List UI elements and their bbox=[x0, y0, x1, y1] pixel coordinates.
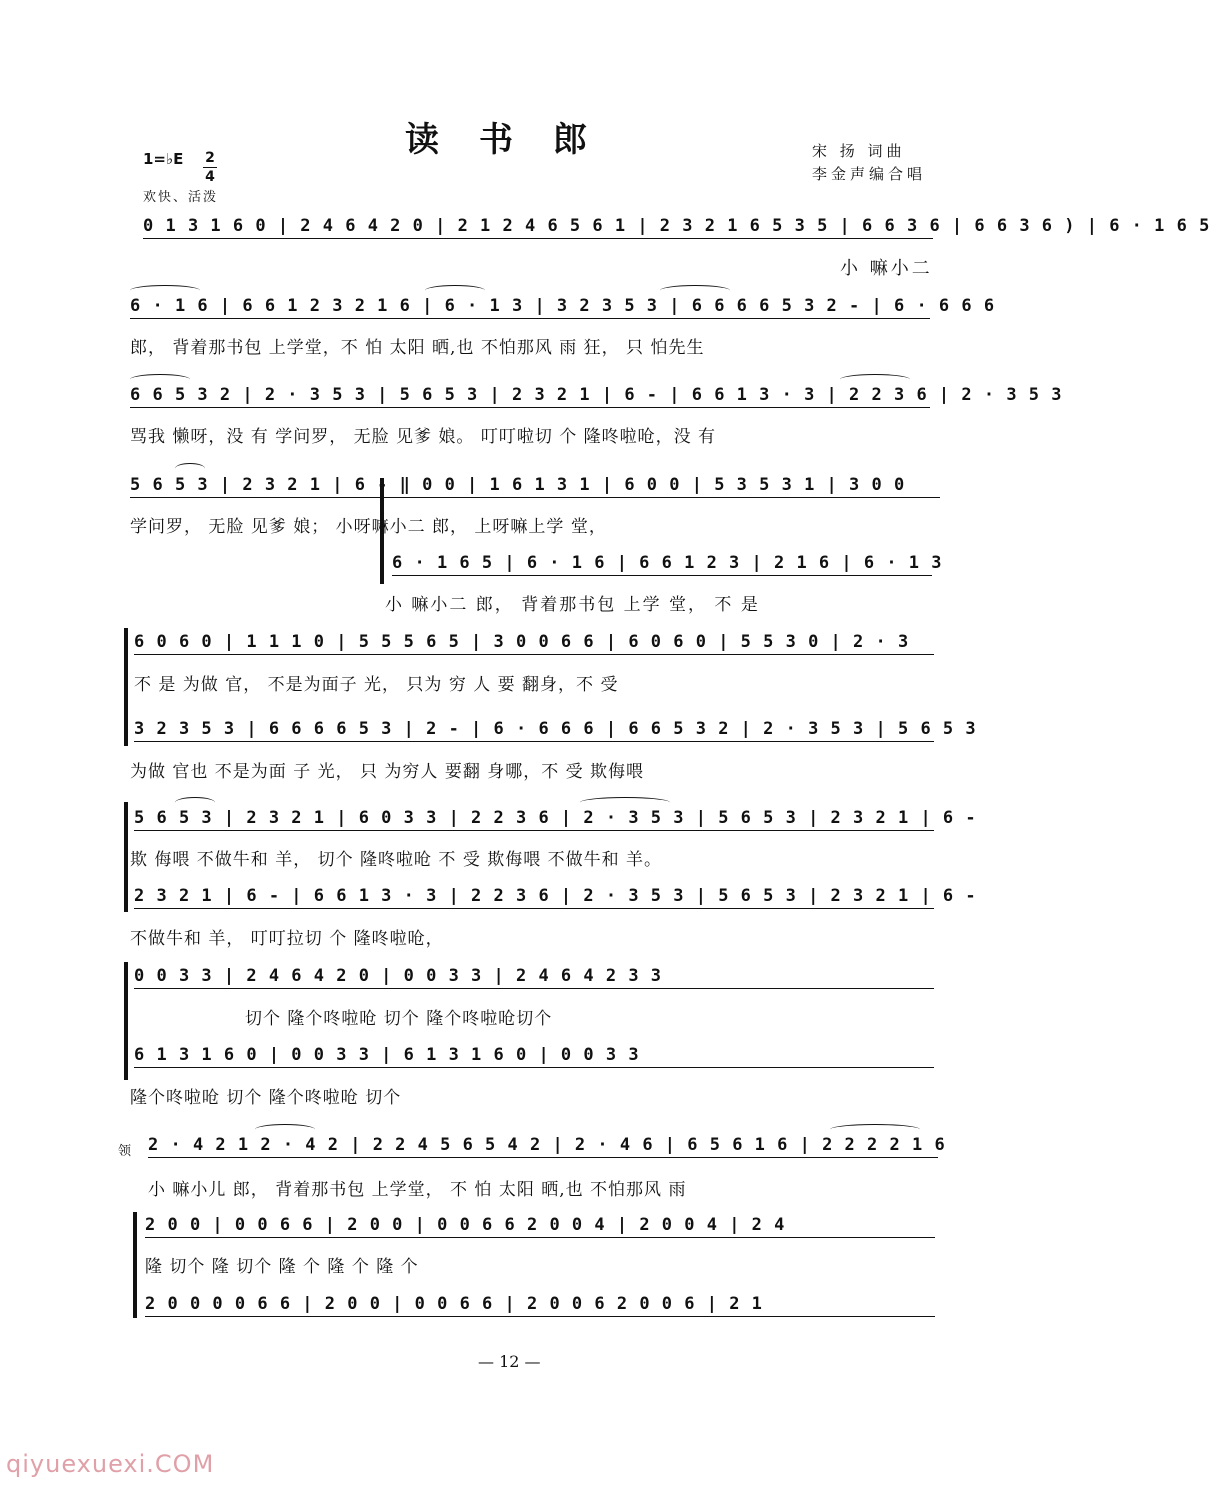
notation-line-9: 2 3 2 1 | 6 - | 6 6 1 3 · 3 | 2 2 3 6 | 2 · 3 5 3 | 5 6 5 3 | 2 3 2 1 | 6 - bbox=[134, 886, 934, 909]
notation-line-8: 5 6 5 3 | 2 3 2 1 | 6 0 3 3 | 2 2 3 6 | 2 · 3 5 3 | 5 6 5 3 | 2 3 2 1 | 6 - bbox=[134, 808, 934, 831]
notation-line-4: 5 6 5 3 | 2 3 2 1 | 6 - ‖ 0 0 | 1 6 1 3 1 | 6 0 0 | 5 3 5 3 1 | 3 0 0 bbox=[130, 475, 940, 498]
meter-divider bbox=[203, 167, 217, 168]
lyric-line-13: 隆 切个 隆 切个 隆 个 隆 个 隆 个 bbox=[145, 1257, 419, 1277]
meter-bottom: 4 bbox=[205, 169, 215, 185]
slur bbox=[580, 797, 670, 808]
page-number: — 12 — bbox=[478, 1352, 541, 1371]
notation-line-7: 3 2 3 5 3 | 6 6 6 6 5 3 | 2 - | 6 · 6 6 6 | 6 6 5 3 2 | 2 · 3 5 3 | 5 6 5 3 bbox=[134, 719, 934, 742]
slur bbox=[830, 1124, 920, 1135]
notation-line-11: 6 1 3 1 6 0 | 0 0 3 3 | 6 1 3 1 6 0 | 0 0 3 3 bbox=[134, 1045, 934, 1068]
slur bbox=[840, 374, 910, 385]
lyric-line-7: 为做 官也 不是为面 子 光， 只 为穷人 要翻 身哪，不 受 欺侮喂 bbox=[130, 762, 645, 782]
lyric-line-9: 不做牛和 羊， 叮叮拉切 个 隆咚啦呛， bbox=[130, 929, 444, 949]
lyricist-credit: 宋 扬 词曲 bbox=[812, 142, 906, 160]
tempo-marking: 欢快、活泼 bbox=[143, 190, 219, 205]
notation-line-10: 0 0 3 3 | 2 4 6 4 2 0 | 0 0 3 3 | 2 4 6 4 2 3 3 bbox=[134, 966, 934, 989]
system-brace bbox=[124, 628, 128, 746]
lyric-line-5: 小 嘛小二 郎， 背着那书包 上学 堂， 不 是 bbox=[385, 595, 760, 615]
lyric-line-12: 小 嘛小儿 郎， 背着那书包 上学堂， 不 怕 太阳 晒,也 不怕那风 雨 bbox=[148, 1180, 687, 1200]
page-title: 读书郎 bbox=[405, 120, 627, 160]
notation-line-6: 6 0 6 0 | 1 1 1 0 | 5 5 5 6 5 | 3 0 0 6 6 | 6 0 6 0 | 5 5 3 0 | 2 · 3 bbox=[134, 632, 934, 655]
lyric-line-8: 欺 侮喂 不做牛和 羊， 切个 隆咚啦呛 不 受 欺侮喂 不做牛和 羊。 bbox=[130, 850, 663, 870]
notation-line-14: 2 0 0 0 0 6 6 | 2 0 0 | 0 0 6 6 | 2 0 0 6 2 0 0 6 | 2 1 bbox=[145, 1294, 935, 1317]
time-signature bbox=[203, 150, 217, 185]
site-watermark: qiyuexuexi.COM bbox=[6, 1450, 215, 1478]
arranger-credit: 李金声编合唱 bbox=[812, 165, 927, 183]
slur bbox=[130, 374, 190, 385]
lyric-line-6: 不 是 为做 官， 不是为面子 光， 只为 穷 人 要 翻身，不 受 bbox=[134, 675, 619, 695]
lyric-line-2: 郎， 背着那书包 上学堂，不 怕 太阳 晒,也 不怕那风 雨 狂， 只 怕先生 bbox=[130, 338, 705, 358]
notation-line-12: 2 · 4 2 1 2 · 4 2 | 2 2 4 5 6 5 4 2 | 2 · 4 6 | 6 5 6 1 6 | 2 2 2 2 1 6 bbox=[148, 1135, 938, 1158]
notation-line-5: 6 · 1 6 5 | 6 · 1 6 | 6 6 1 2 3 | 2 1 6 | 6 · 1 3 bbox=[392, 553, 932, 576]
lyric-line-3: 骂我 懒呀，没 有 学问罗， 无脸 见爹 娘。 叮叮啦切 个 隆咚啦呛，没 有 bbox=[130, 427, 717, 447]
slur bbox=[660, 285, 730, 296]
meter-top: 2 bbox=[205, 150, 215, 166]
notation-line-1: 0 1 3 1 6 0 | 2 4 6 4 2 0 | 2 1 2 4 6 5 6 1 | 2 3 2 1 6 5 3 5 | 6 6 3 6 | 6 6 3 6 ) | 6 · 1 6 5 bbox=[143, 216, 933, 239]
system-brace bbox=[124, 802, 128, 912]
slur bbox=[175, 797, 215, 808]
notation-line-3: 6 6 5 3 2 | 2 · 3 5 3 | 5 6 5 3 | 2 3 2 1 | 6 - | 6 6 1 3 · 3 | 2 2 3 6 | 2 · 3 5 3 bbox=[130, 385, 930, 408]
system-brace bbox=[133, 1212, 137, 1318]
lyric-line-11: 隆个咚啦呛 切个 隆个咚啦呛 切个 bbox=[130, 1088, 402, 1108]
notation-line-2: 6 · 1 6 | 6 6 1 2 3 2 1 6 | 6 · 1 3 | 3 2 3 5 3 | 6 6 6 6 5 3 2 - | 6 · 6 6 6 bbox=[130, 296, 930, 319]
slur bbox=[175, 463, 205, 474]
slur bbox=[425, 285, 485, 296]
lyric-line-1: 小 嘛小二 bbox=[840, 258, 933, 279]
lyric-line-10: 切个 隆个咚啦呛 切个 隆个咚啦呛切个 bbox=[245, 1009, 553, 1029]
lead-marker: 领 bbox=[118, 1144, 132, 1159]
key-signature: 1=♭E bbox=[143, 150, 184, 168]
lyric-line-4: 学问罗， 无脸 见爹 娘； 小呀嘛小二 郎， 上呀嘛上学 堂， bbox=[130, 517, 607, 537]
slur bbox=[130, 285, 200, 296]
system-brace bbox=[124, 962, 128, 1080]
notation-line-13: 2 0 0 | 0 0 6 6 | 2 0 0 | 0 0 6 6 2 0 0 4 | 2 0 0 4 | 2 4 bbox=[145, 1215, 935, 1238]
slur bbox=[255, 1124, 315, 1135]
